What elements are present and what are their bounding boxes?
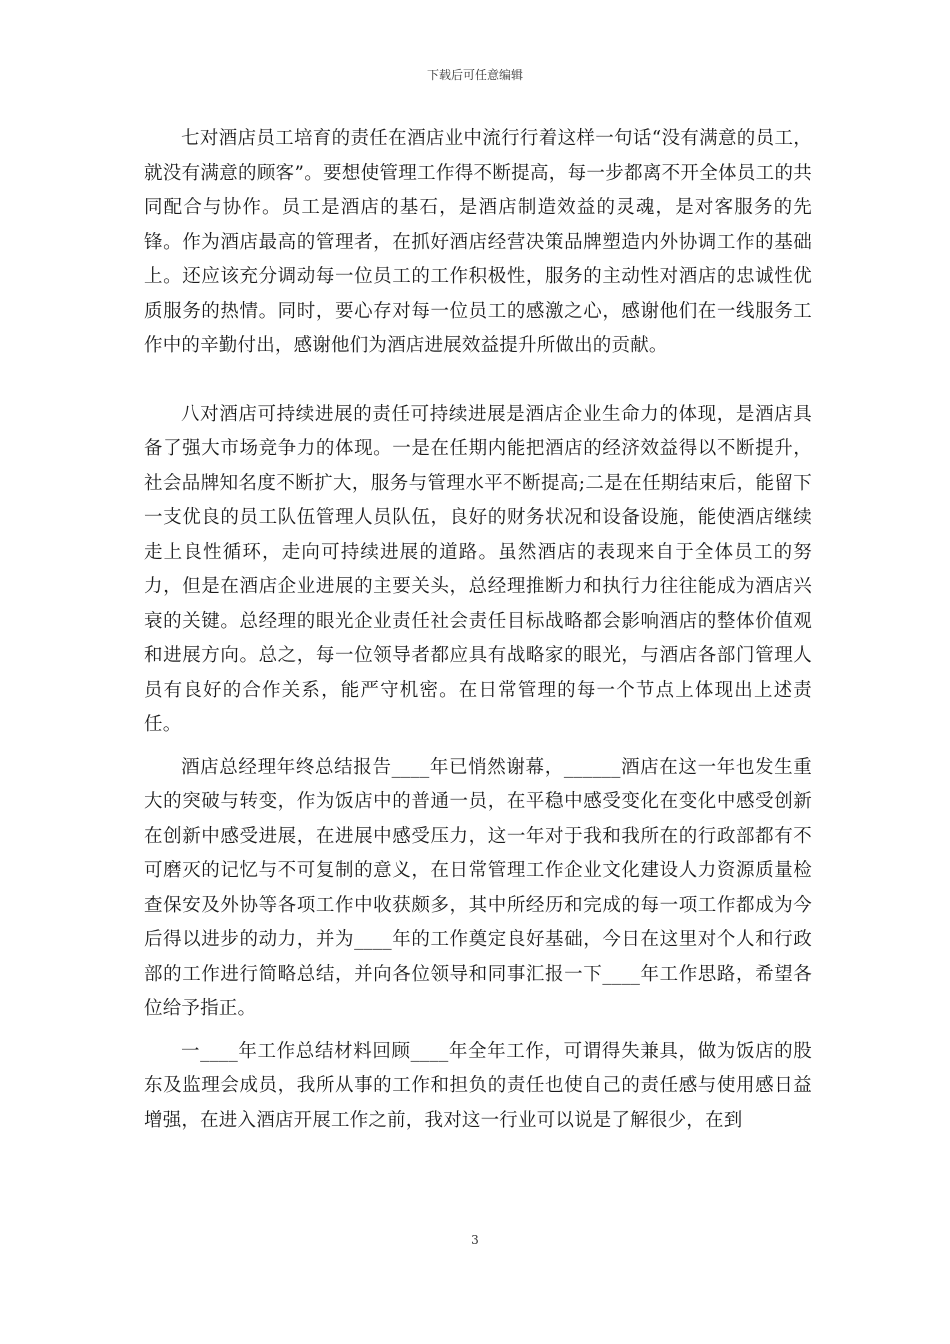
paragraph-spacer xyxy=(144,1027,812,1035)
page-number: 3 xyxy=(471,1233,479,1247)
document-body xyxy=(144,122,812,1138)
page-header-note: 下载后可任意编辑 xyxy=(426,68,523,82)
paragraph-work-review: 一____年工作总结材料回顾____年全年工作，可谓得失兼具，做为饭店的股东及监理会成员，我所从事的工作和担负的责任也使自己的责任感与使用感日益增强，在进入酒店开展工作之前，我对这一行业可以说是了解很少，在到 xyxy=(144,1040,812,1131)
paragraph-spacer xyxy=(144,743,812,751)
paragraph-employee-training: 七对酒店员工培育的责任在酒店业中流行行着这样一句话“没有满意的员工，就没有满意的顾客”。要想使管理工作得不断提高，每一步都离不开全体员工的共同配合与协作。员工是酒店的基石，是酒店制造效益的灵魂，是对客服务的先锋。作为酒店最高的管理者，在抓好酒店经营决策品牌塑造内外协调工作的基础上。还应该充分调动每一位员工的工作积极性，服务的主动性对酒店的忠诚性优质服务的热情。同时，要心存对每一位员工的感激之心，感谢他们在一线服务工作中的辛勤付出，感谢他们为酒店进展效益提升所做出的贡献。 xyxy=(144,128,812,356)
paragraph-spacer xyxy=(144,364,812,398)
paragraph-sustainable-development: 八对酒店可持续进展的责任可持续进展是酒店企业生命力的体现，是酒店具备了强大市场竞争力的体现。一是在任期内能把酒店的经济效益得以不断提升，社会品牌知名度不断扩大，服务与管理水平不断提高;二是在任期结束后，能留下一支优良的员工队伍管理人员队伍，良好的财务状况和设备设施，能使酒店继续走上良性循环，走向可持续进展的道路。虽然酒店的表现来自于全体员工的努力，但是在酒店企业进展的主要关头，总经理推断力和执行力往往能成为酒店兴衰的关键。总经理的眼光企业责任社会责任目标战略都会影响酒店的整体价值观和进展方向。总之，每一位领导者都应具有战略家的眼光，与酒店各部门管理人员有良好的合作关系，能严守机密。在日常管理的每一个节点上体现出上述责任。 xyxy=(144,403,812,735)
paragraph-annual-report: 酒店总经理年终总结报告____年已悄然谢幕，______酒店在这一年也发生重大的突破与转变，作为饭店中的普通一员，在平稳中感受变化在变化中感受创新在创新中感受进展，在进展中感受压力，这一年对于我和我所在的行政部都有不可磨灭的记忆与不可复制的意义，在日常管理工作企业文化建设人力资源质量检查保安及外协等各项工作中收获颇多，其中所经历和完成的每一项工作都成为今后得以进步的动力，并为____年的工作奠定良好基础，今日在这里对个人和行政部的工作进行简略总结，并向各位领导和同事汇报一下____年工作思路，希望各位给予指正。 xyxy=(144,756,812,1019)
